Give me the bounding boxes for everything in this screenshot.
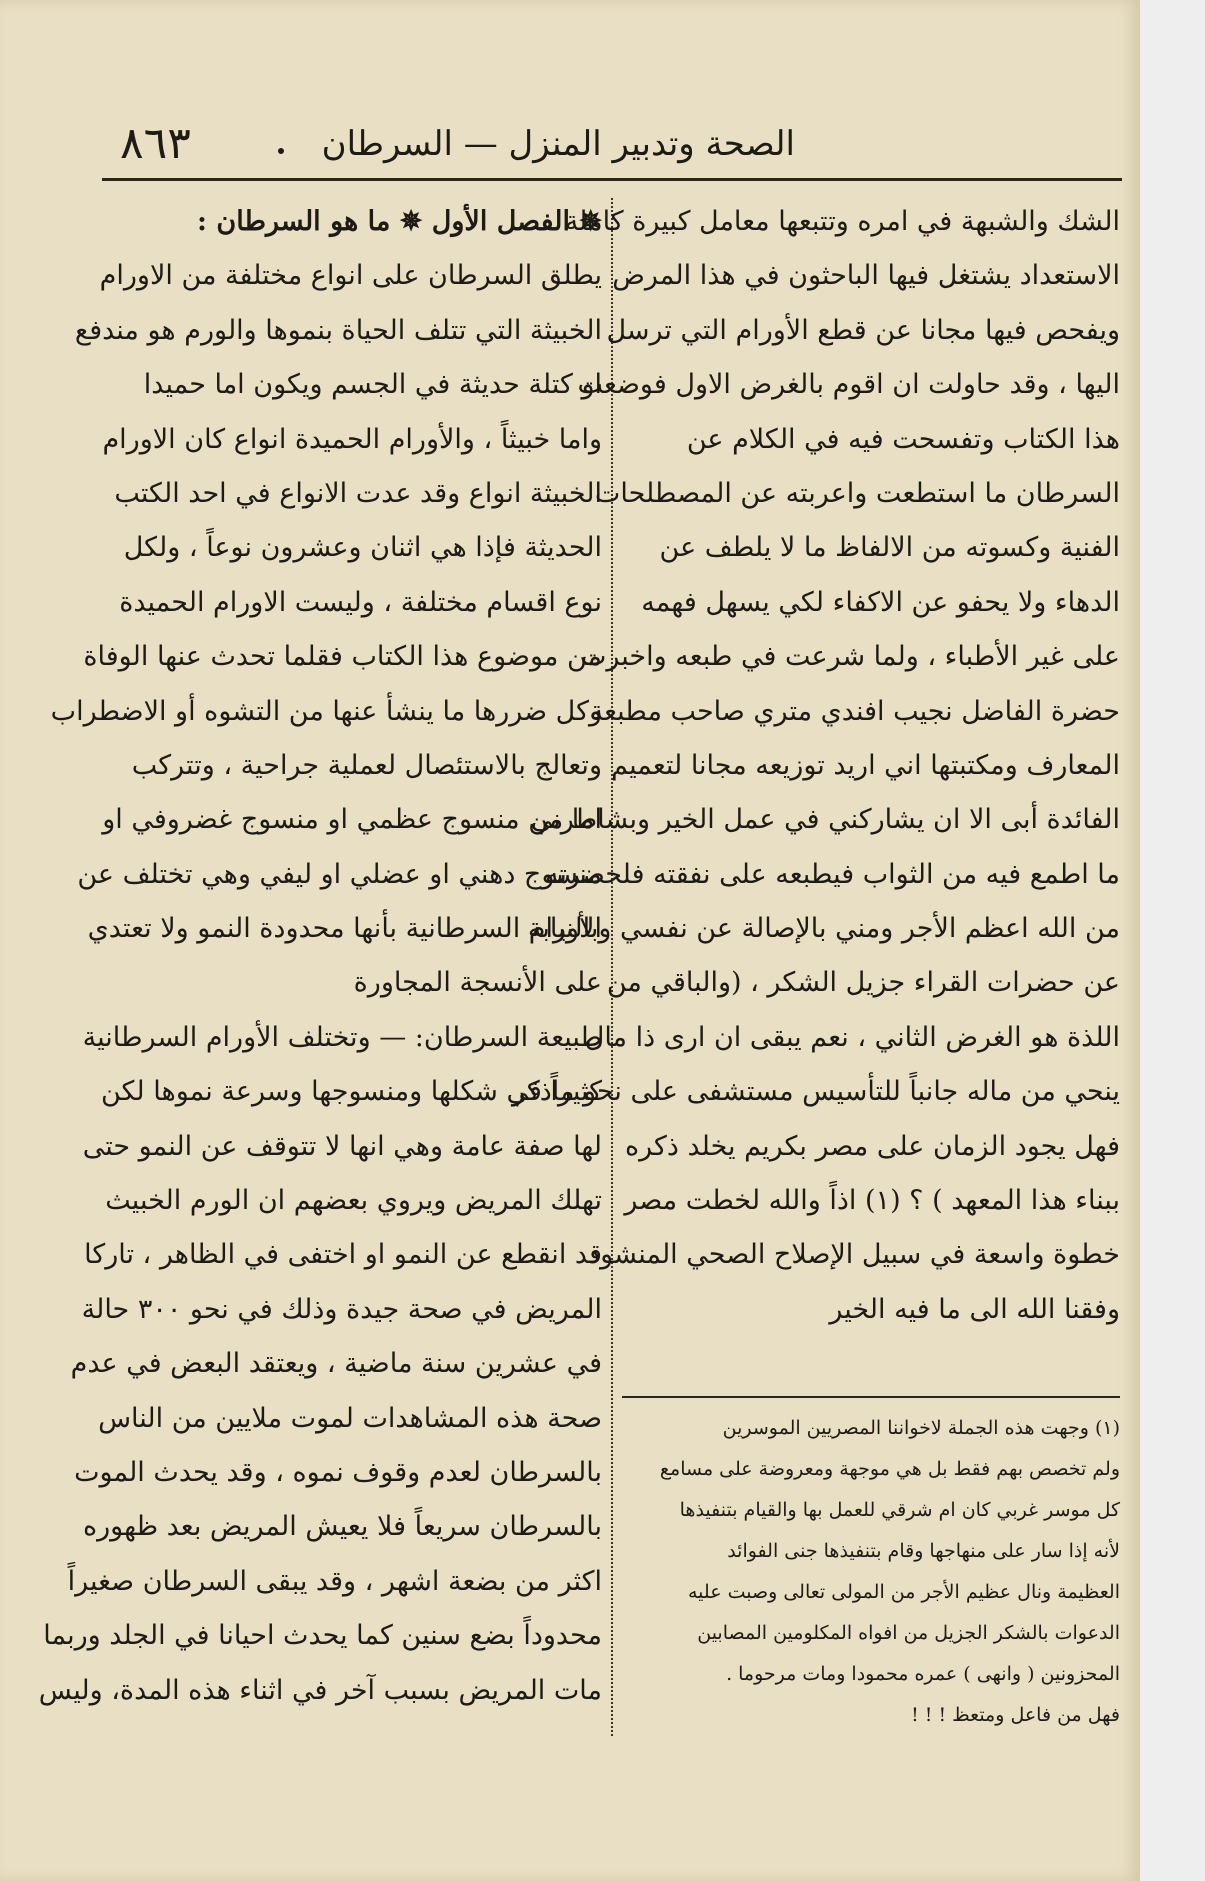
text-line: عن حضرات القراء جزيل الشكر ، (والباقي من	[606, 967, 1120, 999]
text-line: الشك والشبهة في امره وتتبعها معامل كبيرة كاملة	[564, 206, 1120, 237]
footnote-line: المحزونين ( وانهى ) عمره محمودا ومات مرحوما .	[726, 1663, 1120, 1685]
text-line: من موضوع هذا الكتاب فقلما تحدث عنها الوفاة	[83, 641, 602, 673]
text-line: الخبيثة انواع وقد عدت الانواع في احد الكتب	[114, 477, 602, 509]
text-line: الفائدة أبى الا ان يشاركني في عمل الخير وبشاطرني	[530, 804, 1120, 836]
text-line: مات المريض بسبب آخر في اثناء هذه المدة، وليس	[38, 1674, 602, 1706]
section-heading-line: طبيعة السرطان: — وتختلف الأورام السرطانية	[82, 1021, 602, 1053]
text-line: صحة هذه المشاهدات لموت ملايين من الناس	[98, 1402, 602, 1434]
footnote-line: كل موسر غربي كان ام شرقي للعمل بها والقيام بتنفيذها	[679, 1499, 1120, 1521]
page-number: ٨٦٣	[120, 118, 191, 169]
footnote-line: ولم تخصص بهم فقط بل هي موجهة ومعروضة على مسامع	[659, 1458, 1120, 1480]
text-line: الحديثة فإذا هي اثنان وعشرون نوعاً ، ولكل	[123, 532, 602, 564]
text-line: فهل يجود الزمان على مصر بكريم يخلد ذكره	[624, 1130, 1120, 1162]
text-line: اليها ، وقد حاولت ان اقوم بالغرض الاول فوضعت	[577, 369, 1120, 401]
text-line: حضرة الفاضل نجيب افندي متري صاحب مطبعة	[589, 695, 1120, 727]
text-line: السرطان ما استطعت واعربته عن المصطلحات	[594, 477, 1120, 509]
text-line: خطوة واسعة في سبيل الإصلاح الصحي المنشود	[588, 1239, 1120, 1271]
footnote-line: العظيمة ونال عظيم الأجر من المولى تعالى وصبت عليه	[688, 1581, 1120, 1603]
header-rule	[102, 178, 1122, 181]
running-title: الصحة وتدبير المنزل — السرطان	[321, 124, 795, 164]
text-line: الدهاء ولا يحفو عن الاكفاء لكي يسهل فهمه	[641, 586, 1120, 618]
text-line: المعارف ومكتبتها اني اريد توزيعه مجانا لتعميم	[611, 749, 1120, 781]
text-line: ويفحص فيها مجانا عن قطع الأورام التي ترسل	[606, 314, 1120, 346]
text-line: تهلك المريض ويروي بعضهم ان الورم الخبيث	[105, 1185, 602, 1217]
text-line: نوع اقسام مختلفة ، وليست الاورام الحميدة	[119, 586, 602, 618]
chapter-title: ✵ الفصل الأول ✵ ما هو السرطان :	[197, 206, 602, 237]
text-line: بالسرطان لعدم وقوف نموه ، وقد يحدث الموت	[74, 1456, 602, 1488]
text-line: الخبيثة التي تتلف الحياة بنموها والورم هو مندفع	[74, 314, 602, 346]
text-line: الفنية وكسوته من الالفاظ ما لا يلطف عن	[659, 532, 1120, 564]
text-line: منسوج دهني او عضلي او ليفي وهي تختلف عن	[77, 858, 602, 890]
text-line: وتعالج بالاستئصال لعملية جراحية ، وتتركب	[131, 749, 602, 781]
footnotes	[620, 1408, 1120, 1736]
text-line: كثيراً في شكلها ومنسوجها وسرعة نموها لكن	[100, 1076, 602, 1108]
text-line: من الله اعظم الأجر ومني بالإصالة عن نفسي وبالنيابة	[527, 913, 1120, 945]
text-line: اكثر من بضعة اشهر ، وقد يبقى السرطان صغيراً	[67, 1565, 602, 1597]
header-dot	[278, 148, 284, 154]
text-line: او كتلة حديثة في الجسم ويكون اما حميدا	[143, 369, 602, 401]
text-line: ينحي من ماله جانباً للتأسيس مستشفى على نحو ماذكر	[511, 1076, 1120, 1108]
text-line: محدوداً بضع سنين كما يحدث احيانا في الجلد وربما	[43, 1620, 602, 1652]
text-line: اللذة هو الغرض الثاني ، نعم يبقى ان ارى ذا مال	[584, 1021, 1120, 1053]
text-line: يطلق السرطان على انواع مختلفة من الاورام	[99, 260, 602, 292]
text-line: ببناء هذا المعهد ) ؟ (١) اذاً والله لخطت مصر	[624, 1185, 1120, 1217]
footnote-line: لأنه إذا سار على منهاجها وقام بتنفيذها جنى الفوائد	[727, 1540, 1120, 1562]
footnote-line: الدعوات بالشكر الجزيل من افواه المكلومين المصابين	[697, 1622, 1120, 1644]
left-column	[38, 195, 602, 1718]
text-line: المريض في صحة جيدة وذلك في نحو ٣٠٠ حالة	[81, 1293, 602, 1325]
page-header	[0, 118, 1140, 178]
text-line: الأورام السرطانية بأنها محدودة النمو ولا تعتدي	[87, 913, 602, 945]
footnote-line: فهل من فاعل ومتعظ ! ! !	[911, 1704, 1120, 1726]
right-column	[511, 195, 1120, 1337]
text-line: الاستعداد يشتغل فيها الباحثون في هذا المرض	[612, 260, 1120, 292]
text-line: وكل ضررها ما ينشأ عنها من التشوه أو الاضطراب	[50, 695, 602, 727]
text-line: قد انقطع عن النمو او اختفى في الظاهر ، تاركا	[84, 1239, 602, 1271]
text-line: اما من منسوج عظمي او منسوج غضروفي او	[102, 804, 602, 836]
text-line: بالسرطان سريعاً فلا يعيش المريض بعد ظهوره	[82, 1511, 602, 1543]
text-line: لها صفة عامة وهي انها لا تتوقف عن النمو حتى	[82, 1130, 602, 1162]
text-line: على غير الأطباء ، ولما شرعت في طبعه واخبرت	[580, 641, 1120, 673]
text-line: وفقنا الله الى ما فيه الخير	[829, 1293, 1120, 1325]
text-line: في عشرين سنة ماضية ، ويعتقد البعض في عدم	[70, 1348, 602, 1380]
footnote-line: (١) وجهت هذه الجملة لاخواننا المصريين الموسرين	[722, 1417, 1120, 1439]
text-line: ما اطمع فيه من الثواب فيطبعه على نفقته فلحضرته	[544, 858, 1120, 890]
text-line: واما خبيثاً ، والأورام الحميدة انواع كان الاورام	[102, 423, 602, 455]
footnote-rule	[622, 1396, 1120, 1398]
text-line: هذا الكتاب وتفسحت فيه في الكلام عن	[686, 423, 1120, 455]
text-line: على الأنسجة المجاورة	[353, 967, 602, 999]
